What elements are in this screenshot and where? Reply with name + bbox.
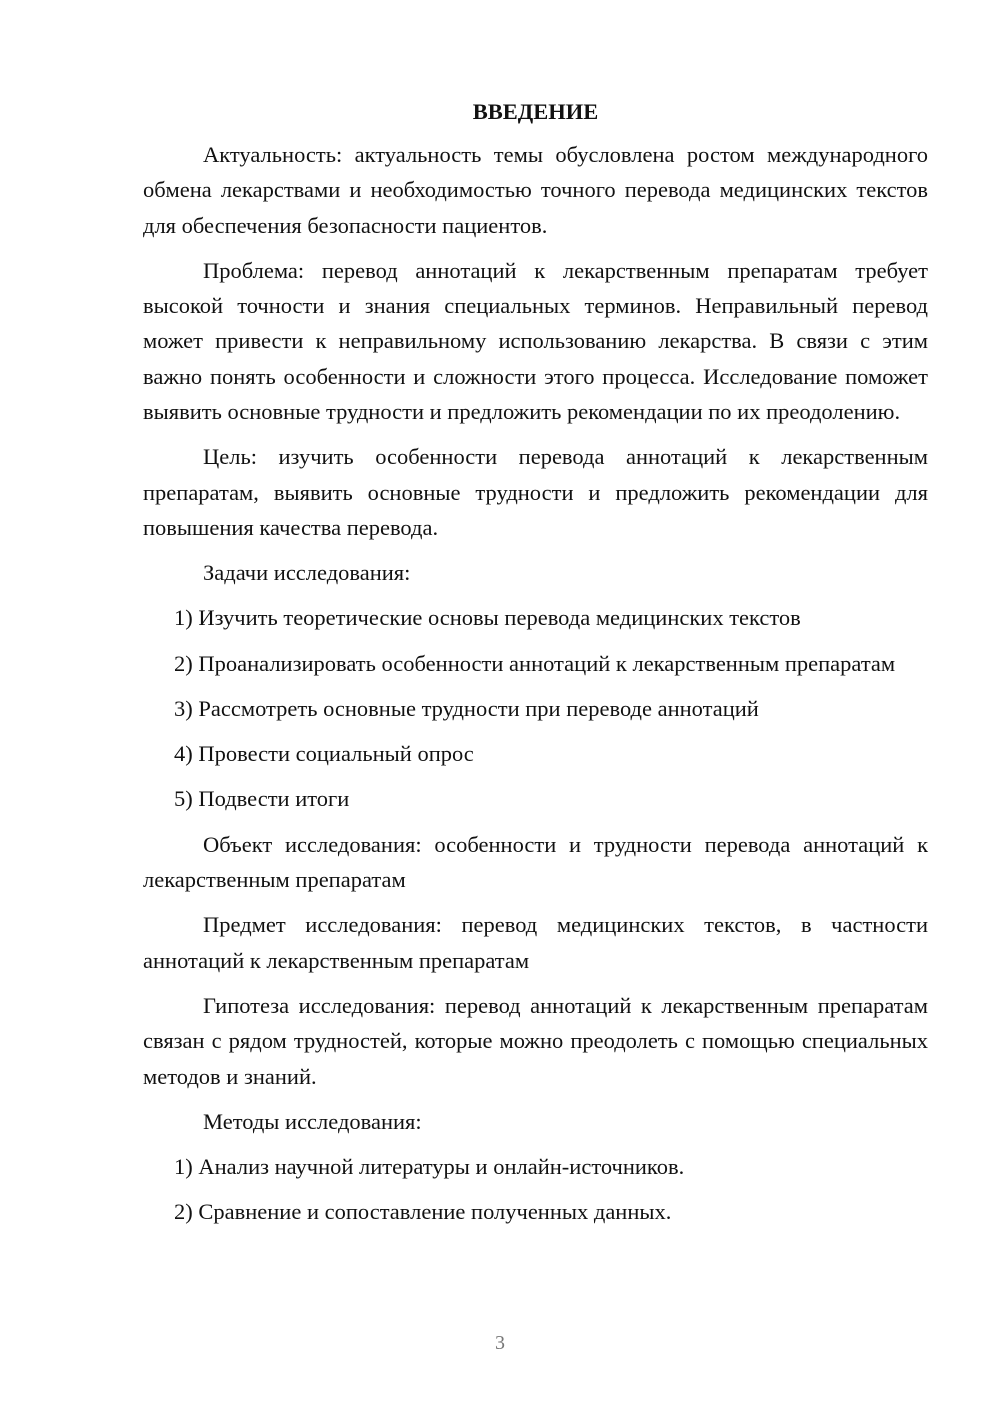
task-item: 5) Подвести итоги <box>174 786 350 812</box>
relevance-paragraph: Актуальность: актуальность темы обусловлена ростом международного обмена лекарствами и необходимостью точного перевода медицинских текстов для обеспечения безопасности пациентов. <box>143 142 928 238</box>
object-paragraph: Объект исследования: особенности и трудности перевода аннотаций к лекарственным препаратам <box>143 831 928 893</box>
page-content <box>143 94 928 1239</box>
method-item: 2) Сравнение и сопоставление полученных данных. <box>174 1199 672 1225</box>
section-title: ВВЕДЕНИЕ <box>472 99 599 124</box>
subject-paragraph: Предмет исследования: перевод медицинских текстов, в частности аннотаций к лекарственным препаратам <box>143 912 928 973</box>
task-item: 3) Рассмотреть основные трудности при переводе аннотаций <box>174 695 759 721</box>
tasks-label: Задачи исследования: <box>203 560 411 586</box>
problem-paragraph: Проблема: перевод аннотаций к лекарственным препаратам требует высокой точности и знания специальных терминов. Неправильный перевод может привести к неправильному использованию лекарства. В связи с этим важно понять особенности и сложности этого процесса. Исследование поможет выявить основные трудности и предложить рекомендации по их преодолению. <box>143 257 928 425</box>
hypothesis-paragraph: Гипотеза исследования: перевод аннотаций к лекарственным препаратам связан с рядом трудностей, которые можно преодолеть с помощью специальных методов и знаний. <box>143 992 928 1089</box>
methods-label: Методы исследования: <box>203 1108 422 1134</box>
goal-paragraph: Цель: изучить особенности перевода аннотаций к лекарственным препаратам, выявить основные трудности и предложить рекомендации для повышения качества перевода. <box>143 444 928 540</box>
task-item: 1) Изучить теоретические основы перевода медицинских текстов <box>174 605 801 631</box>
page-number: 3 <box>495 1332 505 1354</box>
task-item: 2) Проанализировать особенности аннотаций к лекарственным препаратам <box>174 650 896 676</box>
method-item: 1) Анализ научной литературы и онлайн-источников. <box>174 1153 685 1179</box>
task-item: 4) Провести социальный опрос <box>174 741 474 767</box>
